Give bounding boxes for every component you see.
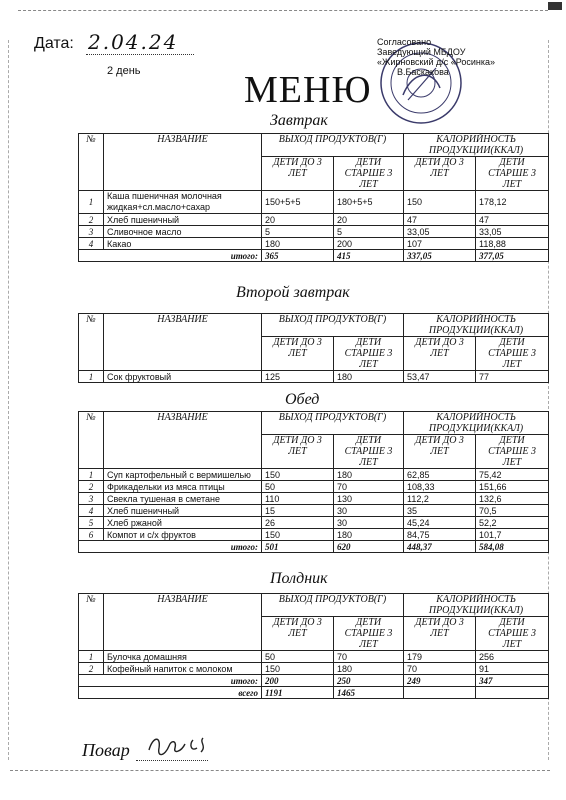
grand-total-label: всего <box>79 687 262 699</box>
row-num: 2 <box>79 663 104 675</box>
col-output-header: ВЫХОД ПРОДУКТОВ(Г) <box>262 412 404 435</box>
row-num: 1 <box>79 651 104 663</box>
grand-total-row <box>79 687 549 699</box>
dish-name: Хлеб ржаной <box>104 517 262 529</box>
col-name-header: НАЗВАНИЕ <box>104 134 262 191</box>
total-output-younger: 501 <box>262 541 334 553</box>
row-num: 2 <box>79 214 104 226</box>
calories-younger: 35 <box>404 505 476 517</box>
table-row <box>79 214 549 226</box>
table-header-row <box>79 314 549 337</box>
output-older: 180 <box>334 469 404 481</box>
col-calories-header: КАЛОРИЙНОСТЬ ПРОДУКЦИИ(ККАЛ) <box>404 412 549 435</box>
afternoon-snack-table <box>78 593 549 699</box>
calories-younger: 45,24 <box>404 517 476 529</box>
total-label: итого: <box>79 675 262 687</box>
table-row <box>79 469 549 481</box>
cook-label: Повар <box>82 740 130 760</box>
calories-older: 47 <box>476 214 549 226</box>
corner-mark <box>548 2 562 10</box>
output-older: 130 <box>334 493 404 505</box>
output-younger: 150+5+5 <box>262 191 334 214</box>
col-younger-header: ДЕТИ ДО 3 ЛЕТ <box>404 337 476 371</box>
approval-line: Согласовано <box>377 37 432 47</box>
table-row <box>79 191 549 214</box>
total-calories-younger: 448,37 <box>404 541 476 553</box>
row-num: 1 <box>79 469 104 481</box>
row-num: 1 <box>79 191 104 214</box>
row-num: 6 <box>79 529 104 541</box>
output-younger: 50 <box>262 481 334 493</box>
col-calories-header: КАЛОРИЙНОСТЬ ПРОДУКЦИИ(ККАЛ) <box>404 594 549 617</box>
output-older: 70 <box>334 651 404 663</box>
output-younger: 110 <box>262 493 334 505</box>
date-value: 2.04.24 <box>88 30 179 54</box>
output-younger: 150 <box>262 663 334 675</box>
col-output-header: ВЫХОД ПРОДУКТОВ(Г) <box>262 594 404 617</box>
table-row <box>79 481 549 493</box>
dish-name: Компот и с/х фруктов <box>104 529 262 541</box>
date-underline <box>86 54 194 55</box>
calories-younger: 53,47 <box>404 371 476 383</box>
row-num: 5 <box>79 517 104 529</box>
col-num-header: № <box>79 594 104 651</box>
col-older-header: ДЕТИ СТАРШЕ 3 ЛЕТ <box>334 617 404 651</box>
section-title-breakfast: Завтрак <box>270 112 328 129</box>
section-title-second-breakfast: Второй завтрак <box>236 284 350 301</box>
calories-older: 256 <box>476 651 549 663</box>
col-name-header: НАЗВАНИЕ <box>104 314 262 371</box>
dish-name: Хлеб пшеничный <box>104 214 262 226</box>
dish-name: Свекла тушеная в сметане <box>104 493 262 505</box>
total-calories-older: 584,08 <box>476 541 549 553</box>
date-label: Дата: <box>34 35 74 52</box>
scan-edge-left <box>8 40 9 760</box>
calories-older: 70,5 <box>476 505 549 517</box>
scan-edge-top <box>18 10 548 11</box>
dish-name: Суп картофельный с вермишелью <box>104 469 262 481</box>
total-output-older: 620 <box>334 541 404 553</box>
cook-signature-line <box>136 760 208 761</box>
col-younger-header: ДЕТИ ДО 3 ЛЕТ <box>262 435 334 469</box>
calories-younger: 84,75 <box>404 529 476 541</box>
row-num: 2 <box>79 481 104 493</box>
output-younger: 5 <box>262 226 334 238</box>
approval-block <box>377 37 495 77</box>
calories-younger: 33,05 <box>404 226 476 238</box>
output-younger: 150 <box>262 529 334 541</box>
dish-name: Хлеб пшеничный <box>104 505 262 517</box>
day-label: 2 день <box>107 65 141 77</box>
breakfast-table <box>78 133 549 262</box>
calories-older: 132,6 <box>476 493 549 505</box>
total-label: итого: <box>79 250 262 262</box>
calories-older: 75,42 <box>476 469 549 481</box>
output-older: 30 <box>334 517 404 529</box>
col-older-header: ДЕТИ СТАРШЕ 3 ЛЕТ <box>334 337 404 371</box>
table-header-row <box>79 594 549 617</box>
table-row <box>79 651 549 663</box>
total-label: итого: <box>79 541 262 553</box>
calories-older: 178,12 <box>476 191 549 214</box>
grand-total-output-younger: 1191 <box>262 687 334 699</box>
table-row <box>79 238 549 250</box>
col-output-header: ВЫХОД ПРОДУКТОВ(Г) <box>262 314 404 337</box>
table-row <box>79 371 549 383</box>
output-older: 180 <box>334 529 404 541</box>
output-younger: 15 <box>262 505 334 517</box>
grand-total-calories-younger <box>404 687 476 699</box>
lunch-table <box>78 411 549 553</box>
dish-name: Фрикадельки из мяса птицы <box>104 481 262 493</box>
table-row <box>79 517 549 529</box>
table-row <box>79 529 549 541</box>
col-younger-header: ДЕТИ ДО 3 ЛЕТ <box>262 337 334 371</box>
calories-younger: 47 <box>404 214 476 226</box>
output-older: 200 <box>334 238 404 250</box>
table-header-row <box>79 412 549 435</box>
col-younger-header: ДЕТИ ДО 3 ЛЕТ <box>404 435 476 469</box>
dish-name: Булочка домашняя <box>104 651 262 663</box>
col-younger-header: ДЕТИ ДО 3 ЛЕТ <box>262 157 334 191</box>
output-younger: 180 <box>262 238 334 250</box>
calories-younger: 108,33 <box>404 481 476 493</box>
col-calories-header: КАЛОРИЙНОСТЬ ПРОДУКЦИИ(ККАЛ) <box>404 134 549 157</box>
col-older-header: ДЕТИ СТАРШЕ 3 ЛЕТ <box>476 337 549 371</box>
dish-name: Сок фруктовый <box>104 371 262 383</box>
output-older: 30 <box>334 505 404 517</box>
row-num: 3 <box>79 493 104 505</box>
total-calories-younger: 249 <box>404 675 476 687</box>
calories-younger: 150 <box>404 191 476 214</box>
dish-name: Каша пшеничная молочная жидкая+сл.масло+сахар <box>104 191 262 214</box>
scan-edge-bottom <box>10 770 550 771</box>
calories-older: 91 <box>476 663 549 675</box>
calories-younger: 107 <box>404 238 476 250</box>
total-calories-younger: 337,05 <box>404 250 476 262</box>
output-older: 180+5+5 <box>334 191 404 214</box>
row-num: 1 <box>79 371 104 383</box>
output-younger: 150 <box>262 469 334 481</box>
col-name-header: НАЗВАНИЕ <box>104 412 262 469</box>
second-breakfast-table <box>78 313 549 383</box>
col-older-header: ДЕТИ СТАРШЕ 3 ЛЕТ <box>476 617 549 651</box>
output-older: 180 <box>334 371 404 383</box>
row-num: 4 <box>79 238 104 250</box>
output-younger: 125 <box>262 371 334 383</box>
calories-older: 33,05 <box>476 226 549 238</box>
row-num: 3 <box>79 226 104 238</box>
col-older-header: ДЕТИ СТАРШЕ 3 ЛЕТ <box>476 157 549 191</box>
output-older: 180 <box>334 663 404 675</box>
col-output-header: ВЫХОД ПРОДУКТОВ(Г) <box>262 134 404 157</box>
col-name-header: НАЗВАНИЕ <box>104 594 262 651</box>
col-num-header: № <box>79 134 104 191</box>
calories-older: 52,2 <box>476 517 549 529</box>
approval-line: Заведующий МБДОУ <box>377 47 466 57</box>
total-output-older: 415 <box>334 250 404 262</box>
section-title-lunch: Обед <box>285 391 320 408</box>
col-older-header: ДЕТИ СТАРШЕ 3 ЛЕТ <box>334 435 404 469</box>
table-row <box>79 493 549 505</box>
calories-older: 118,88 <box>476 238 549 250</box>
total-row <box>79 541 549 553</box>
output-older: 70 <box>334 481 404 493</box>
total-row <box>79 675 549 687</box>
calories-younger: 112,2 <box>404 493 476 505</box>
total-calories-older: 347 <box>476 675 549 687</box>
output-younger: 26 <box>262 517 334 529</box>
total-output-older: 250 <box>334 675 404 687</box>
dish-name: Кофейный напиток с молоком <box>104 663 262 675</box>
total-output-younger: 365 <box>262 250 334 262</box>
calories-younger: 179 <box>404 651 476 663</box>
total-row <box>79 250 549 262</box>
output-younger: 50 <box>262 651 334 663</box>
grand-total-output-older: 1465 <box>334 687 404 699</box>
total-calories-older: 377,05 <box>476 250 549 262</box>
page-title: МЕНЮ <box>244 69 372 111</box>
total-output-younger: 200 <box>262 675 334 687</box>
col-older-header: ДЕТИ СТАРШЕ 3 ЛЕТ <box>476 435 549 469</box>
col-older-header: ДЕТИ СТАРШЕ 3 ЛЕТ <box>334 157 404 191</box>
table-row <box>79 505 549 517</box>
calories-older: 151,66 <box>476 481 549 493</box>
calories-younger: 62,85 <box>404 469 476 481</box>
section-title-afternoon-snack: Полдник <box>270 570 328 587</box>
col-num-header: № <box>79 412 104 469</box>
output-older: 5 <box>334 226 404 238</box>
table-row <box>79 663 549 675</box>
col-younger-header: ДЕТИ ДО 3 ЛЕТ <box>262 617 334 651</box>
col-calories-header: КАЛОРИЙНОСТЬ ПРОДУКЦИИ(ККАЛ) <box>404 314 549 337</box>
approval-line: «Жирновский д/с «Росинка» <box>377 57 496 67</box>
row-num: 4 <box>79 505 104 517</box>
calories-older: 77 <box>476 371 549 383</box>
table-row <box>79 226 549 238</box>
col-younger-header: ДЕТИ ДО 3 ЛЕТ <box>404 617 476 651</box>
output-younger: 20 <box>262 214 334 226</box>
table-header-row <box>79 134 549 157</box>
col-num-header: № <box>79 314 104 371</box>
output-older: 20 <box>334 214 404 226</box>
dish-name: Сливочное масло <box>104 226 262 238</box>
dish-name: Какао <box>104 238 262 250</box>
approval-line: В.Баскакова <box>397 67 449 77</box>
cook-signature <box>145 730 225 760</box>
calories-older: 101,7 <box>476 529 549 541</box>
col-younger-header: ДЕТИ ДО 3 ЛЕТ <box>404 157 476 191</box>
calories-younger: 70 <box>404 663 476 675</box>
grand-total-calories-older <box>476 687 549 699</box>
